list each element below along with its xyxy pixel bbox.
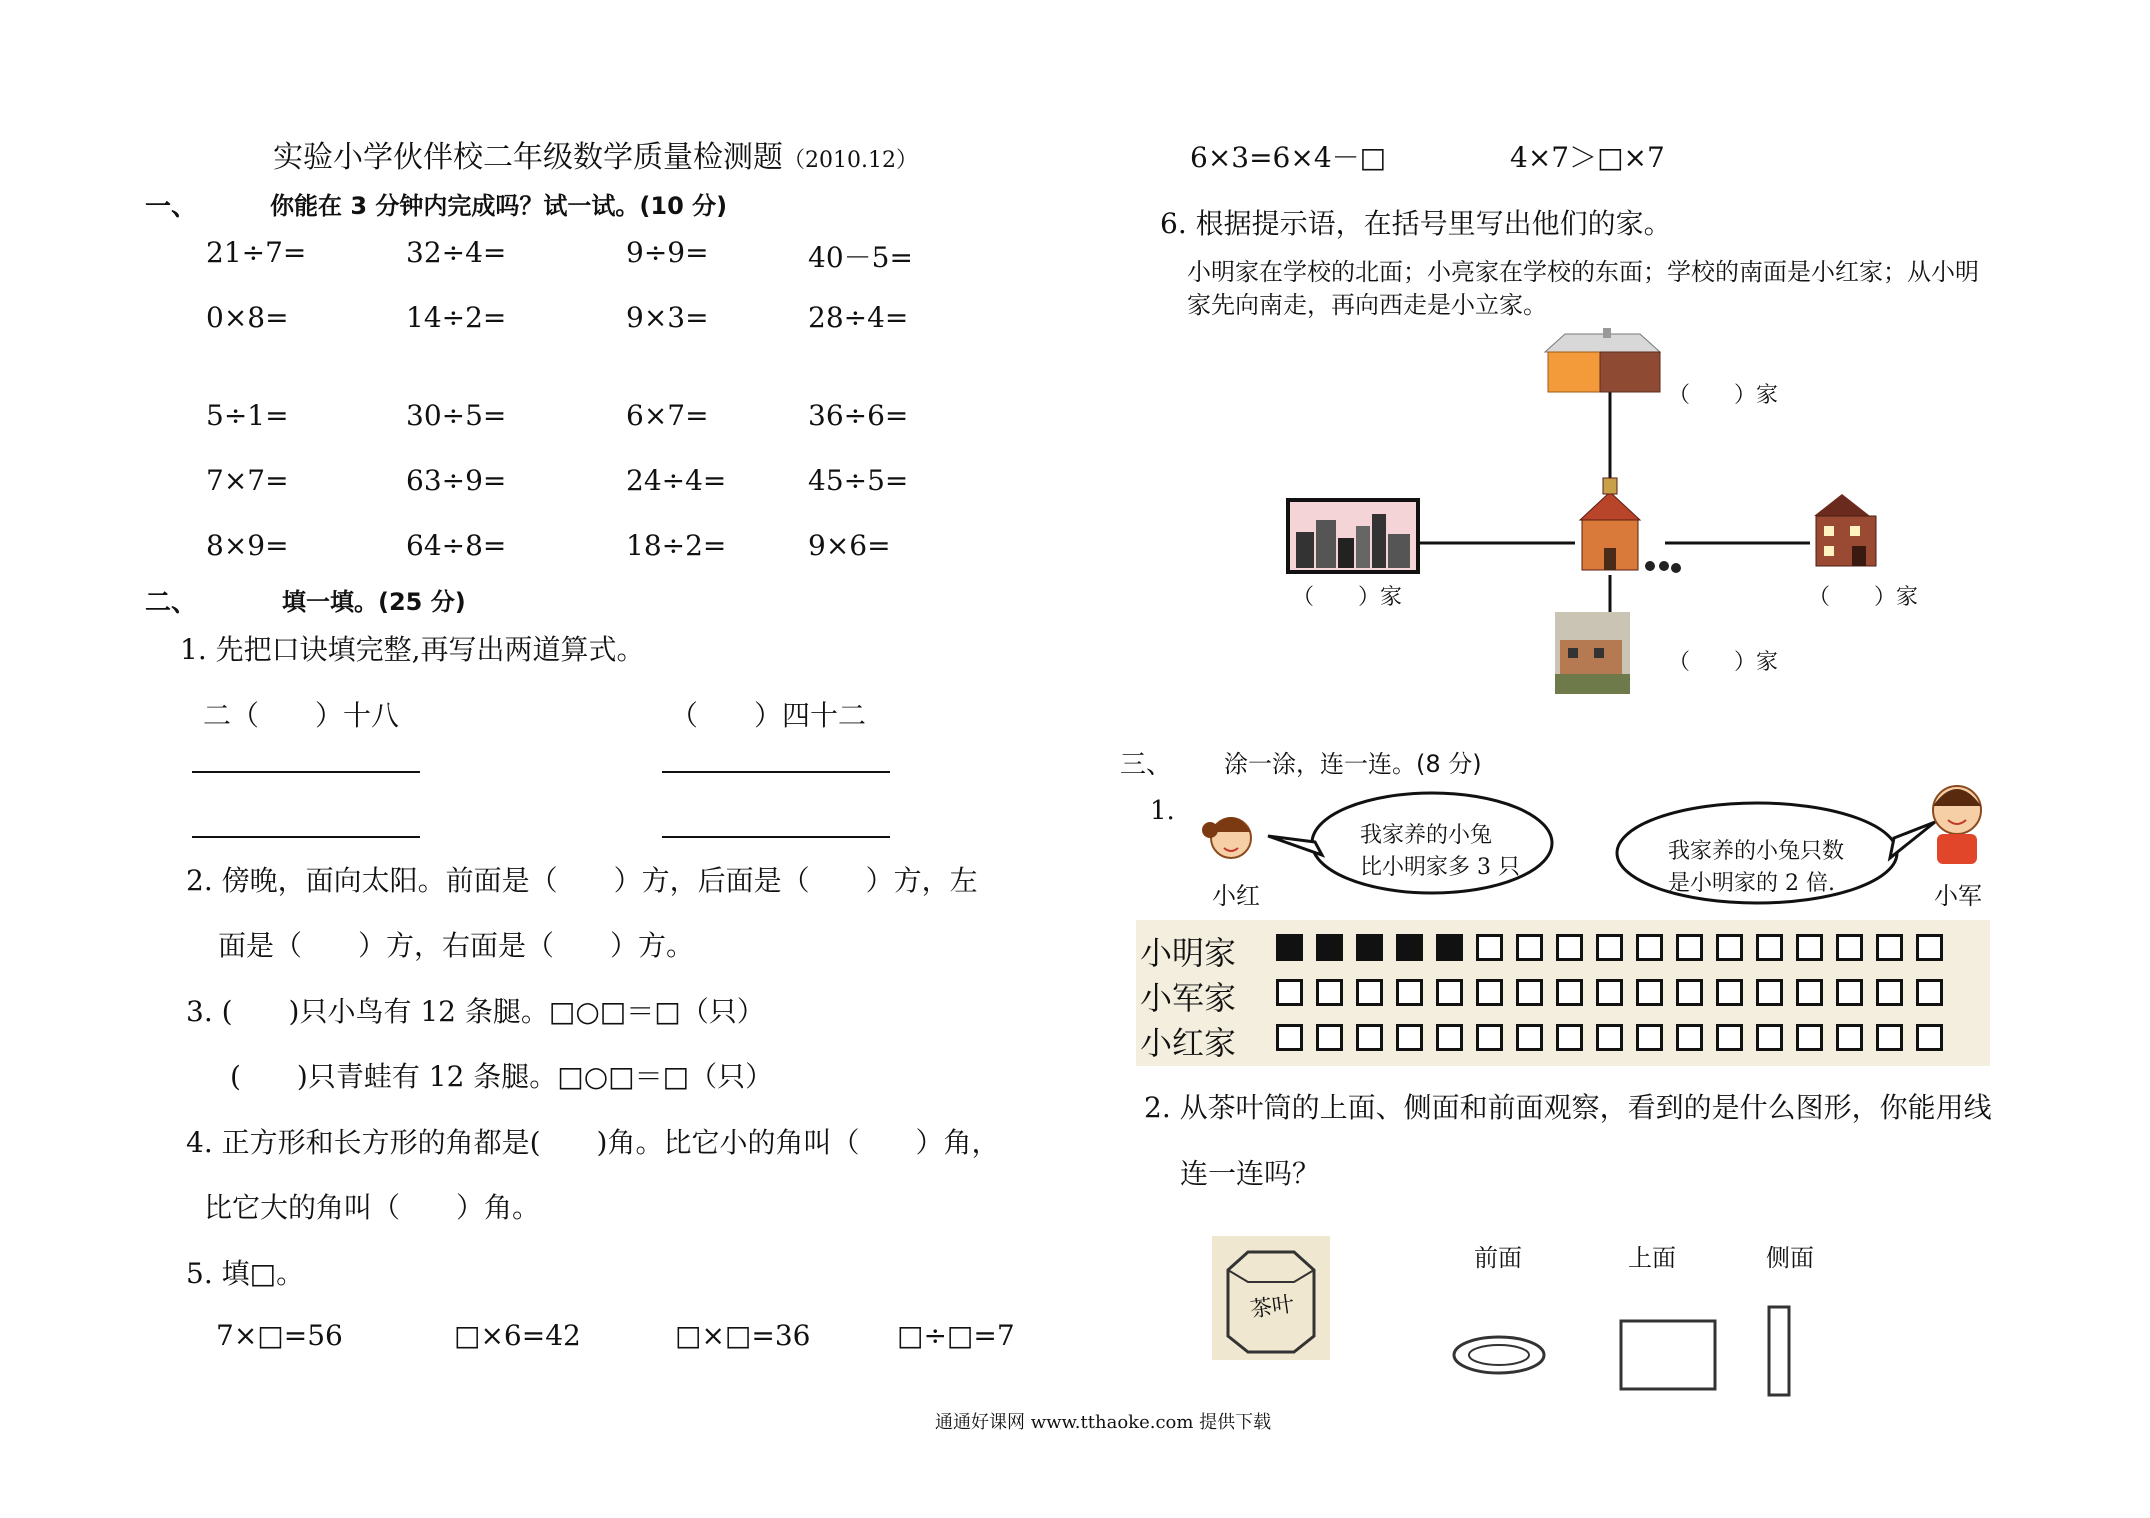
arithmetic-problem: 0×8= xyxy=(206,301,289,334)
q2-line-2: 面是（ ）方，右面是（ ）方。 xyxy=(218,929,695,962)
count-square[interactable] xyxy=(1836,934,1863,961)
rabbit-count-grid xyxy=(1136,920,1990,1066)
q1-rhyme-b: （ ）四十二 xyxy=(670,699,867,732)
arithmetic-problem: 64÷8= xyxy=(406,529,507,562)
arithmetic-problem: 5÷1= xyxy=(206,399,289,432)
count-square[interactable] xyxy=(1556,979,1583,1006)
bubble-right-line-1: 我家养的小兔只数 xyxy=(1668,839,1845,864)
q6-hint-line-2: 家先向南走，再向西走是小立家。 xyxy=(1187,291,1547,319)
narrow-rectangle-shape[interactable] xyxy=(1769,1307,1789,1395)
compare-problem-1: 6×3=6×4－□ xyxy=(1190,141,1387,174)
count-square[interactable] xyxy=(1276,934,1303,961)
south-house-icon xyxy=(1555,612,1630,694)
count-square[interactable] xyxy=(1636,934,1663,961)
count-square[interactable] xyxy=(1676,934,1703,961)
view-label-side: 侧面 xyxy=(1766,1244,1814,1272)
count-square[interactable] xyxy=(1516,1024,1543,1051)
question-1-number: 1. xyxy=(1150,796,1175,826)
exam-date: （2010.12） xyxy=(783,148,918,173)
q5-instruction: 5. 填□。 xyxy=(186,1257,305,1290)
count-square[interactable] xyxy=(1356,934,1383,961)
count-square[interactable] xyxy=(1636,979,1663,1006)
q4-line-1: 4. 正方形和长方形的角都是( )角。比它小的角叫（ ）角， xyxy=(186,1126,1000,1159)
q5-item: □×6=42 xyxy=(454,1319,581,1352)
q5-item: □×□=36 xyxy=(675,1319,811,1352)
view-label-front: 前面 xyxy=(1474,1244,1522,1272)
arithmetic-problem: 21÷7= xyxy=(206,236,307,269)
count-square[interactable] xyxy=(1756,1024,1783,1051)
bubble-left-line-1: 我家养的小兔 xyxy=(1360,823,1493,848)
arithmetic-problem: 63÷9= xyxy=(406,464,507,497)
q6-hint-line-1: 小明家在学校的北面；小亮家在学校的东面；学校的南面是小红家；从小明 xyxy=(1187,258,1979,286)
count-square[interactable] xyxy=(1796,934,1823,961)
arithmetic-problem: 6×7= xyxy=(626,399,709,432)
east-home-label: （ ）家 xyxy=(1808,585,1919,610)
arithmetic-problem: 9×6= xyxy=(808,529,891,562)
row-label-xiaoming: 小明家 xyxy=(1140,934,1237,972)
count-square[interactable] xyxy=(1436,979,1463,1006)
q6-instruction: 6. 根据提示语，在括号里写出他们的家。 xyxy=(1160,207,1672,240)
count-square[interactable] xyxy=(1476,1024,1503,1051)
girl-name: 小红 xyxy=(1212,882,1260,910)
count-square[interactable] xyxy=(1756,934,1783,961)
count-square[interactable] xyxy=(1596,1024,1623,1051)
count-square[interactable] xyxy=(1396,1024,1423,1051)
q2-line-2: 连一连吗？ xyxy=(1180,1157,1321,1190)
q1-instruction: 1. 先把口诀填完整,再写出两道算式。 xyxy=(180,633,645,666)
count-square[interactable] xyxy=(1876,1024,1903,1051)
arithmetic-problem: 9×3= xyxy=(626,301,709,334)
count-square[interactable] xyxy=(1396,934,1423,961)
count-square[interactable] xyxy=(1636,1024,1663,1051)
arithmetic-problem: 7×7= xyxy=(206,464,289,497)
north-house-icon xyxy=(1545,328,1660,392)
count-square[interactable] xyxy=(1796,1024,1823,1051)
bubble-left-line-2: 比小明家多 3 只 xyxy=(1360,855,1520,880)
arithmetic-problem: 9÷9= xyxy=(626,236,709,269)
arithmetic-problem: 8×9= xyxy=(206,529,289,562)
east-house-icon xyxy=(1814,494,1876,566)
arithmetic-problem: 18÷2= xyxy=(626,529,727,562)
section-1-title: 你能在 3 分钟内完成吗？试一试。(10 分) xyxy=(270,192,728,220)
boy-icon xyxy=(1933,786,1981,864)
section-2-title: 填一填。(25 分) xyxy=(282,588,466,616)
rectangle-shape[interactable] xyxy=(1621,1321,1715,1389)
count-square[interactable] xyxy=(1476,979,1503,1006)
count-square[interactable] xyxy=(1356,1024,1383,1051)
section-1-number: 一、 xyxy=(145,192,198,222)
count-square[interactable] xyxy=(1516,934,1543,961)
count-square[interactable] xyxy=(1836,979,1863,1006)
west-city-icon xyxy=(1288,500,1418,572)
count-square[interactable] xyxy=(1876,934,1903,961)
count-square[interactable] xyxy=(1716,934,1743,961)
south-home-label: （ ）家 xyxy=(1668,650,1779,675)
q3-line-2: ( )只青蛙有 12 条腿。□○□＝□（只） xyxy=(230,1060,774,1093)
girl-icon xyxy=(1202,817,1251,858)
section-3-title: 涂一涂，连一连。(8 分) xyxy=(1224,750,1482,778)
count-square[interactable] xyxy=(1596,979,1623,1006)
count-square[interactable] xyxy=(1556,934,1583,961)
count-square[interactable] xyxy=(1396,979,1423,1006)
count-square[interactable] xyxy=(1596,934,1623,961)
arithmetic-problem: 14÷2= xyxy=(406,301,507,334)
view-label-top: 上面 xyxy=(1628,1244,1676,1272)
count-square[interactable] xyxy=(1876,979,1903,1006)
footer: 通通好课网 www.tthaoke.com 提供下载 xyxy=(935,1412,1272,1433)
count-square[interactable] xyxy=(1716,979,1743,1006)
count-square[interactable] xyxy=(1916,979,1943,1006)
compare-problem-2: 4×7＞□×7 xyxy=(1510,141,1665,174)
count-square[interactable] xyxy=(1796,979,1823,1006)
school-icon xyxy=(1580,478,1681,573)
q5-item: □÷□=7 xyxy=(897,1319,1015,1352)
count-square[interactable] xyxy=(1316,934,1343,961)
count-square[interactable] xyxy=(1916,934,1943,961)
q2-line-1: 2. 傍晚，面向太阳。前面是（ ）方，后面是（ ）方，左 xyxy=(186,864,978,897)
count-square[interactable] xyxy=(1356,979,1383,1006)
count-square[interactable] xyxy=(1476,934,1503,961)
bubble-right-line-2: 是小明家的 2 倍. xyxy=(1668,871,1835,896)
section-3-number: 三、 xyxy=(1120,750,1173,780)
north-home-label: （ ）家 xyxy=(1668,383,1779,408)
west-home-label: （ ）家 xyxy=(1292,585,1403,610)
q1-rhyme-a: 二（ ）十八 xyxy=(203,699,400,732)
arithmetic-problem: 32÷4= xyxy=(406,236,507,269)
tea-can-label: 茶叶 xyxy=(1248,1292,1296,1323)
count-square[interactable] xyxy=(1436,1024,1463,1051)
count-square[interactable] xyxy=(1756,979,1783,1006)
count-square[interactable] xyxy=(1676,1024,1703,1051)
count-square[interactable] xyxy=(1316,979,1343,1006)
count-square[interactable] xyxy=(1716,1024,1743,1051)
q5-item: 7×□=56 xyxy=(216,1319,343,1352)
arithmetic-problem: 24÷4= xyxy=(626,464,727,497)
arithmetic-problem: 30÷5= xyxy=(406,399,507,432)
row-label-xiaohong: 小红家 xyxy=(1140,1024,1237,1062)
count-square[interactable] xyxy=(1556,1024,1583,1051)
ring-shape[interactable] xyxy=(1454,1337,1544,1373)
boy-name: 小军 xyxy=(1934,882,1982,910)
section-2-number: 二、 xyxy=(145,588,198,618)
count-square[interactable] xyxy=(1316,1024,1343,1051)
count-square[interactable] xyxy=(1836,1024,1863,1051)
count-square[interactable] xyxy=(1676,979,1703,1006)
count-square[interactable] xyxy=(1916,1024,1943,1051)
count-square[interactable] xyxy=(1516,979,1543,1006)
arithmetic-problem: 45÷5= xyxy=(808,464,909,497)
arithmetic-problem: 40－5= xyxy=(808,241,913,274)
arithmetic-problem: 28÷4= xyxy=(808,301,909,334)
q4-line-2: 比它大的角叫（ ）角。 xyxy=(204,1191,541,1224)
count-square[interactable] xyxy=(1276,979,1303,1006)
count-square[interactable] xyxy=(1276,1024,1303,1051)
row-label-xiaojun: 小军家 xyxy=(1140,979,1237,1017)
count-square[interactable] xyxy=(1436,934,1463,961)
q2-line-1: 2. 从茶叶筒的上面、侧面和前面观察，看到的是什么图形，你能用线 xyxy=(1144,1091,1992,1124)
page-title: 实验小学伙伴校二年级数学质量检测题（2010.12） xyxy=(273,140,918,175)
q3-line-1: 3. ( )只小鸟有 12 条腿。□○□＝□（只） xyxy=(186,995,765,1028)
arithmetic-problem: 36÷6= xyxy=(808,399,909,432)
